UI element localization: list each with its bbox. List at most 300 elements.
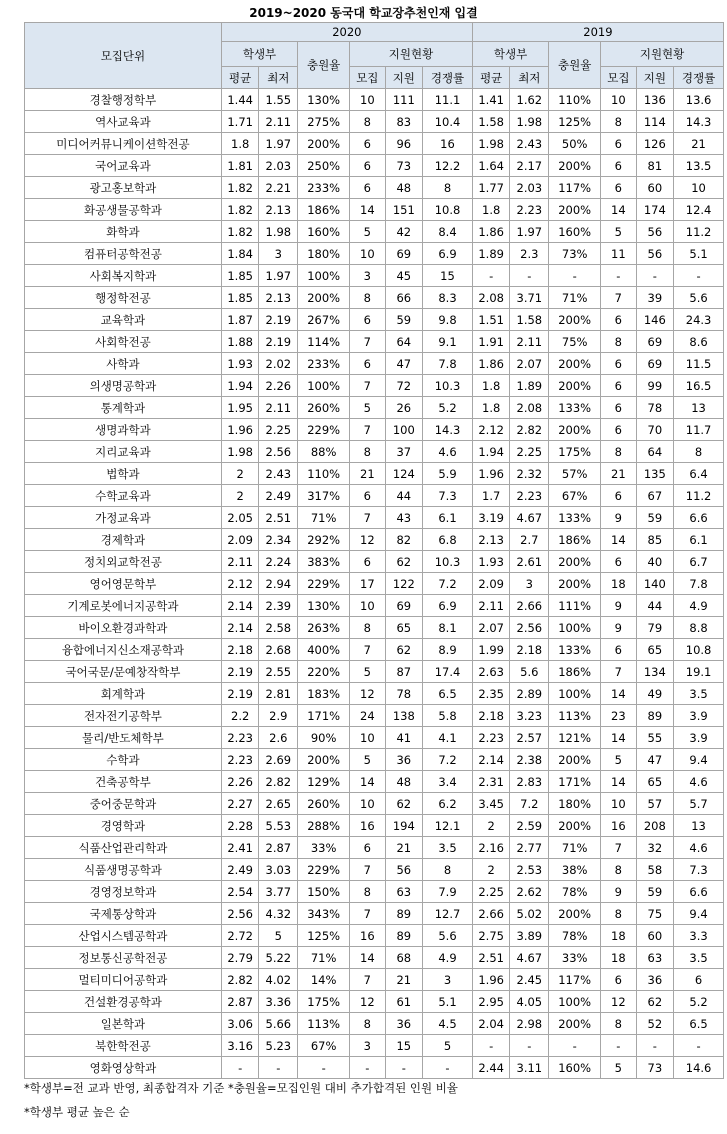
- cell-applied-2019: 58: [636, 859, 674, 881]
- cell-competition-2019: 10.8: [674, 639, 724, 661]
- table-row: [25, 243, 724, 265]
- cell-competition-2019: 3.3: [674, 925, 724, 947]
- cell-quota-2019: 23: [601, 705, 636, 727]
- cell-applied-2019: 69: [636, 331, 674, 353]
- cell-avg-2020: -: [221, 1057, 259, 1079]
- cell-applied-2020: 111: [385, 89, 423, 111]
- cell-applied-2020: 61: [385, 991, 423, 1013]
- cell-min-2019: 2.11: [510, 331, 549, 353]
- cell-unit: 경찰행정학부: [25, 89, 222, 111]
- cell-avg-2020: 1.84: [221, 243, 259, 265]
- cell-quota-2019: 6: [601, 133, 636, 155]
- cell-applied-2019: 40: [636, 551, 674, 573]
- cell-competition-2020: 6.9: [423, 595, 473, 617]
- table-row: [25, 507, 724, 529]
- cell-fill-rate-2020: 400%: [298, 639, 350, 661]
- cell-unit: 컴퓨터공학전공: [25, 243, 222, 265]
- table-row: [25, 551, 724, 573]
- cell-min-2019: 2.18: [510, 639, 549, 661]
- cell-min-2019: -: [510, 265, 549, 287]
- cell-avg-2020: 3.06: [221, 1013, 259, 1035]
- cell-quota-2020: 5: [350, 397, 385, 419]
- cell-quota-2020: 10: [350, 595, 385, 617]
- table-row: [25, 463, 724, 485]
- cell-quota-2019: 6: [601, 155, 636, 177]
- cell-quota-2020: 8: [350, 881, 385, 903]
- cell-min-2020: 2.94: [259, 573, 298, 595]
- cell-competition-2019: 13.5: [674, 155, 724, 177]
- cell-applied-2020: 151: [385, 199, 423, 221]
- cell-avg-2020: 2.87: [221, 991, 259, 1013]
- cell-unit: 생명과학과: [25, 419, 222, 441]
- cell-quota-2020: 16: [350, 815, 385, 837]
- cell-min-2020: 1.97: [259, 265, 298, 287]
- cell-fill-rate-2020: 200%: [298, 749, 350, 771]
- cell-applied-2019: 47: [636, 749, 674, 771]
- cell-competition-2020: 7.2: [423, 573, 473, 595]
- cell-quota-2019: 14: [601, 529, 636, 551]
- cell-applied-2019: 59: [636, 507, 674, 529]
- cell-unit: 영어영문학부: [25, 573, 222, 595]
- cell-avg-2019: 2.75: [472, 925, 510, 947]
- cell-fill-rate-2019: -: [549, 265, 601, 287]
- cell-competition-2019: 9.4: [674, 903, 724, 925]
- cell-applied-2019: 65: [636, 771, 674, 793]
- cell-unit: 식품산업관리학과: [25, 837, 222, 859]
- table-row: [25, 485, 724, 507]
- cell-fill-rate-2020: 263%: [298, 617, 350, 639]
- cell-avg-2019: -: [472, 265, 510, 287]
- cell-applied-2020: 48: [385, 771, 423, 793]
- cell-fill-rate-2020: 343%: [298, 903, 350, 925]
- cell-quota-2020: 7: [350, 859, 385, 881]
- cell-quota-2020: 10: [350, 727, 385, 749]
- cell-quota-2019: 9: [601, 881, 636, 903]
- cell-quota-2019: 6: [601, 309, 636, 331]
- cell-min-2019: 7.2: [510, 793, 549, 815]
- cell-fill-rate-2019: 160%: [549, 1057, 601, 1079]
- header-fill-rate-2019: 충원율: [549, 42, 601, 89]
- cell-fill-rate-2020: 150%: [298, 881, 350, 903]
- cell-min-2019: 2.08: [510, 397, 549, 419]
- cell-min-2019: 2.83: [510, 771, 549, 793]
- cell-min-2020: 4.32: [259, 903, 298, 925]
- cell-applied-2019: 57: [636, 793, 674, 815]
- cell-competition-2020: 6.8: [423, 529, 473, 551]
- cell-fill-rate-2020: 200%: [298, 133, 350, 155]
- cell-quota-2019: 9: [601, 617, 636, 639]
- header-applied-2019: 지원: [636, 67, 674, 89]
- table-row: [25, 727, 724, 749]
- footnote-definitions: *학생부=전 교과 반영, 최종합격자 기준 *충원율=모집인원 대비 추가합격된 인원 비율: [24, 1081, 458, 1095]
- table-row: [25, 925, 724, 947]
- cell-min-2019: 5.6: [510, 661, 549, 683]
- cell-quota-2020: 17: [350, 573, 385, 595]
- cell-fill-rate-2020: 71%: [298, 947, 350, 969]
- cell-applied-2020: 62: [385, 639, 423, 661]
- cell-fill-rate-2019: 78%: [549, 881, 601, 903]
- table-row: [25, 749, 724, 771]
- cell-min-2019: 2.82: [510, 419, 549, 441]
- cell-avg-2019: 2.09: [472, 573, 510, 595]
- header-applicants-2019: 지원현황: [601, 42, 724, 67]
- cell-fill-rate-2020: 317%: [298, 485, 350, 507]
- cell-applied-2020: 138: [385, 705, 423, 727]
- cell-competition-2019: 4.6: [674, 837, 724, 859]
- cell-avg-2020: 1.98: [221, 441, 259, 463]
- cell-applied-2019: 67: [636, 485, 674, 507]
- header-min-2020: 최저: [259, 67, 298, 89]
- cell-competition-2019: 6.1: [674, 529, 724, 551]
- cell-avg-2020: 1.71: [221, 111, 259, 133]
- cell-avg-2019: -: [472, 1035, 510, 1057]
- table-row: [25, 573, 724, 595]
- cell-quota-2020: 7: [350, 903, 385, 925]
- table-body: [25, 89, 724, 1079]
- cell-competition-2020: 10.4: [423, 111, 473, 133]
- cell-competition-2019: 24.3: [674, 309, 724, 331]
- cell-min-2020: 2.21: [259, 177, 298, 199]
- table-row: [25, 133, 724, 155]
- cell-applied-2020: 21: [385, 837, 423, 859]
- cell-competition-2020: 15: [423, 265, 473, 287]
- cell-applied-2020: 89: [385, 925, 423, 947]
- cell-applied-2020: 64: [385, 331, 423, 353]
- cell-avg-2019: 1.77: [472, 177, 510, 199]
- cell-competition-2019: 5.2: [674, 991, 724, 1013]
- cell-applied-2019: 78: [636, 397, 674, 419]
- cell-min-2020: 5.22: [259, 947, 298, 969]
- cell-min-2020: 2.9: [259, 705, 298, 727]
- cell-applied-2020: 78: [385, 683, 423, 705]
- cell-avg-2019: 1.41: [472, 89, 510, 111]
- cell-min-2019: 2.53: [510, 859, 549, 881]
- cell-fill-rate-2019: 200%: [549, 419, 601, 441]
- cell-competition-2019: 7.8: [674, 573, 724, 595]
- cell-min-2019: 2.89: [510, 683, 549, 705]
- cell-unit: 사회학전공: [25, 331, 222, 353]
- cell-fill-rate-2020: 250%: [298, 155, 350, 177]
- cell-competition-2019: 6: [674, 969, 724, 991]
- cell-competition-2020: 8.9: [423, 639, 473, 661]
- cell-min-2020: 5: [259, 925, 298, 947]
- cell-competition-2019: 5.1: [674, 243, 724, 265]
- cell-quota-2020: 16: [350, 925, 385, 947]
- cell-competition-2020: 6.2: [423, 793, 473, 815]
- cell-applied-2020: 65: [385, 617, 423, 639]
- cell-fill-rate-2020: 180%: [298, 243, 350, 265]
- cell-avg-2019: 2.31: [472, 771, 510, 793]
- cell-competition-2019: 8.8: [674, 617, 724, 639]
- table-row: [25, 419, 724, 441]
- cell-avg-2019: 2.23: [472, 727, 510, 749]
- cell-applied-2019: 73: [636, 1057, 674, 1079]
- cell-applied-2020: 122: [385, 573, 423, 595]
- cell-fill-rate-2019: 133%: [549, 397, 601, 419]
- cell-unit: 건설환경공학과: [25, 991, 222, 1013]
- cell-quota-2019: 8: [601, 111, 636, 133]
- cell-min-2019: 2.38: [510, 749, 549, 771]
- cell-min-2019: 2.43: [510, 133, 549, 155]
- cell-competition-2019: 4.9: [674, 595, 724, 617]
- cell-unit: 멀티미디어공학과: [25, 969, 222, 991]
- cell-competition-2020: 8.1: [423, 617, 473, 639]
- cell-fill-rate-2019: 186%: [549, 529, 601, 551]
- table-row: [25, 881, 724, 903]
- cell-competition-2019: 3.9: [674, 705, 724, 727]
- table-row: [25, 947, 724, 969]
- cell-applied-2019: 146: [636, 309, 674, 331]
- cell-avg-2020: 2.41: [221, 837, 259, 859]
- cell-unit: 경영학과: [25, 815, 222, 837]
- header-min-2019: 최저: [510, 67, 549, 89]
- cell-applied-2019: 69: [636, 353, 674, 375]
- cell-avg-2019: 1.89: [472, 243, 510, 265]
- cell-avg-2019: 2.14: [472, 749, 510, 771]
- cell-avg-2020: 1.81: [221, 155, 259, 177]
- cell-min-2020: 3.36: [259, 991, 298, 1013]
- cell-unit: 통계학과: [25, 397, 222, 419]
- cell-fill-rate-2019: 200%: [549, 903, 601, 925]
- table-row: [25, 111, 724, 133]
- cell-avg-2019: 2.95: [472, 991, 510, 1013]
- cell-fill-rate-2020: 233%: [298, 353, 350, 375]
- table-row: [25, 397, 724, 419]
- cell-fill-rate-2019: 100%: [549, 617, 601, 639]
- cell-fill-rate-2019: 133%: [549, 639, 601, 661]
- cell-min-2019: 3.23: [510, 705, 549, 727]
- cell-avg-2020: 1.82: [221, 221, 259, 243]
- table-header: [25, 23, 724, 89]
- cell-applied-2020: 89: [385, 903, 423, 925]
- cell-applied-2020: 62: [385, 793, 423, 815]
- cell-quota-2020: 8: [350, 1013, 385, 1035]
- cell-min-2020: 2.11: [259, 111, 298, 133]
- cell-unit: 기계로봇에너지공학과: [25, 595, 222, 617]
- cell-fill-rate-2019: 38%: [549, 859, 601, 881]
- cell-applied-2019: 114: [636, 111, 674, 133]
- cell-avg-2019: 1.8: [472, 397, 510, 419]
- cell-avg-2020: 1.88: [221, 331, 259, 353]
- cell-min-2020: 2.24: [259, 551, 298, 573]
- header-applied-2020: 지원: [385, 67, 423, 89]
- cell-applied-2019: 99: [636, 375, 674, 397]
- cell-competition-2020: 8.4: [423, 221, 473, 243]
- cell-min-2020: 2.51: [259, 507, 298, 529]
- cell-avg-2020: 2: [221, 463, 259, 485]
- cell-fill-rate-2020: 100%: [298, 265, 350, 287]
- header-gpa-2020: 학생부: [221, 42, 297, 67]
- cell-unit: 경제학과: [25, 529, 222, 551]
- cell-applied-2019: 64: [636, 441, 674, 463]
- cell-quota-2019: 7: [601, 287, 636, 309]
- table-row: [25, 529, 724, 551]
- cell-min-2020: 2.87: [259, 837, 298, 859]
- cell-competition-2020: 8: [423, 177, 473, 199]
- table-row: [25, 309, 724, 331]
- cell-quota-2019: 10: [601, 793, 636, 815]
- cell-min-2020: 2.39: [259, 595, 298, 617]
- cell-competition-2019: -: [674, 265, 724, 287]
- cell-avg-2020: 2.23: [221, 727, 259, 749]
- cell-avg-2020: 2.14: [221, 617, 259, 639]
- cell-competition-2019: 6.6: [674, 507, 724, 529]
- cell-avg-2019: 1.99: [472, 639, 510, 661]
- cell-avg-2019: 2.04: [472, 1013, 510, 1035]
- cell-competition-2019: 14.6: [674, 1057, 724, 1079]
- cell-avg-2019: 2.16: [472, 837, 510, 859]
- cell-fill-rate-2019: 133%: [549, 507, 601, 529]
- table-row: [25, 89, 724, 111]
- cell-min-2019: 2.98: [510, 1013, 549, 1035]
- header-unit: 모집단위: [25, 23, 222, 89]
- table-row: [25, 639, 724, 661]
- cell-fill-rate-2020: 292%: [298, 529, 350, 551]
- cell-avg-2020: 2.11: [221, 551, 259, 573]
- cell-unit: 광고홍보학과: [25, 177, 222, 199]
- table-row: [25, 1013, 724, 1035]
- cell-competition-2019: 19.1: [674, 661, 724, 683]
- cell-avg-2020: 1.95: [221, 397, 259, 419]
- cell-applied-2019: 126: [636, 133, 674, 155]
- cell-competition-2020: 4.5: [423, 1013, 473, 1035]
- cell-avg-2019: 2.66: [472, 903, 510, 925]
- cell-unit: 행정학전공: [25, 287, 222, 309]
- table-row: [25, 683, 724, 705]
- cell-competition-2019: 3.5: [674, 947, 724, 969]
- cell-competition-2019: 6.4: [674, 463, 724, 485]
- cell-avg-2019: 1.51: [472, 309, 510, 331]
- cell-min-2020: 2.19: [259, 331, 298, 353]
- cell-min-2020: 3.77: [259, 881, 298, 903]
- cell-avg-2019: 1.94: [472, 441, 510, 463]
- cell-quota-2019: 10: [601, 89, 636, 111]
- cell-quota-2020: 6: [350, 551, 385, 573]
- cell-fill-rate-2019: 75%: [549, 331, 601, 353]
- cell-avg-2019: 1.96: [472, 463, 510, 485]
- cell-avg-2020: 2.19: [221, 683, 259, 705]
- cell-applied-2020: 44: [385, 485, 423, 507]
- table-row: [25, 441, 724, 463]
- cell-avg-2020: 1.87: [221, 309, 259, 331]
- cell-min-2019: 2.57: [510, 727, 549, 749]
- cell-fill-rate-2019: 71%: [549, 287, 601, 309]
- cell-quota-2019: 8: [601, 903, 636, 925]
- cell-competition-2020: 3.4: [423, 771, 473, 793]
- cell-applied-2020: 82: [385, 529, 423, 551]
- cell-fill-rate-2020: 220%: [298, 661, 350, 683]
- table-row: [25, 815, 724, 837]
- cell-competition-2020: 7.3: [423, 485, 473, 507]
- cell-quota-2019: 6: [601, 177, 636, 199]
- cell-min-2019: 2.62: [510, 881, 549, 903]
- header-avg-2019: 평균: [472, 67, 510, 89]
- cell-min-2020: 4.02: [259, 969, 298, 991]
- cell-min-2020: 5.53: [259, 815, 298, 837]
- cell-min-2019: 2.61: [510, 551, 549, 573]
- cell-applied-2020: 73: [385, 155, 423, 177]
- cell-applied-2020: 124: [385, 463, 423, 485]
- cell-fill-rate-2019: 100%: [549, 991, 601, 1013]
- cell-fill-rate-2020: 186%: [298, 199, 350, 221]
- cell-applied-2020: 62: [385, 551, 423, 573]
- cell-quota-2020: 8: [350, 111, 385, 133]
- cell-fill-rate-2020: 110%: [298, 463, 350, 485]
- cell-applied-2020: 83: [385, 111, 423, 133]
- cell-fill-rate-2019: 200%: [549, 353, 601, 375]
- cell-competition-2019: 13.6: [674, 89, 724, 111]
- cell-quota-2020: 10: [350, 243, 385, 265]
- cell-min-2019: 1.89: [510, 375, 549, 397]
- cell-applied-2020: 66: [385, 287, 423, 309]
- cell-min-2019: 4.05: [510, 991, 549, 1013]
- cell-applied-2019: 136: [636, 89, 674, 111]
- cell-applied-2020: 45: [385, 265, 423, 287]
- cell-min-2019: 1.58: [510, 309, 549, 331]
- cell-quota-2019: 6: [601, 397, 636, 419]
- cell-fill-rate-2020: -: [298, 1057, 350, 1079]
- cell-quota-2020: 14: [350, 771, 385, 793]
- cell-avg-2019: 2: [472, 815, 510, 837]
- cell-unit: 영화영상학과: [25, 1057, 222, 1079]
- cell-applied-2019: 208: [636, 815, 674, 837]
- cell-avg-2020: 1.8: [221, 133, 259, 155]
- cell-applied-2020: 42: [385, 221, 423, 243]
- cell-avg-2020: 2.54: [221, 881, 259, 903]
- table-row: [25, 287, 724, 309]
- table-row: [25, 595, 724, 617]
- cell-quota-2019: 7: [601, 661, 636, 683]
- cell-fill-rate-2020: 90%: [298, 727, 350, 749]
- cell-quota-2019: 8: [601, 1013, 636, 1035]
- cell-fill-rate-2020: 288%: [298, 815, 350, 837]
- cell-avg-2019: 2.44: [472, 1057, 510, 1079]
- cell-fill-rate-2019: 160%: [549, 221, 601, 243]
- cell-fill-rate-2019: 200%: [549, 375, 601, 397]
- cell-quota-2020: 8: [350, 617, 385, 639]
- cell-quota-2020: 5: [350, 661, 385, 683]
- cell-unit: 가정교육과: [25, 507, 222, 529]
- table-row: [25, 969, 724, 991]
- cell-min-2019: 3.11: [510, 1057, 549, 1079]
- cell-min-2019: 2.23: [510, 199, 549, 221]
- cell-competition-2019: 6.7: [674, 551, 724, 573]
- cell-fill-rate-2020: 129%: [298, 771, 350, 793]
- cell-unit: 법학과: [25, 463, 222, 485]
- table-row: [25, 903, 724, 925]
- cell-min-2019: 2.25: [510, 441, 549, 463]
- cell-applied-2020: 43: [385, 507, 423, 529]
- cell-competition-2019: 10: [674, 177, 724, 199]
- cell-fill-rate-2020: 14%: [298, 969, 350, 991]
- cell-quota-2020: 14: [350, 947, 385, 969]
- cell-avg-2019: 1.8: [472, 375, 510, 397]
- cell-fill-rate-2020: 125%: [298, 925, 350, 947]
- cell-applied-2020: 63: [385, 881, 423, 903]
- cell-competition-2020: 6.5: [423, 683, 473, 705]
- cell-min-2020: 3.03: [259, 859, 298, 881]
- cell-competition-2019: 13: [674, 815, 724, 837]
- cell-min-2020: 1.55: [259, 89, 298, 111]
- cell-applied-2019: 174: [636, 199, 674, 221]
- cell-quota-2019: -: [601, 265, 636, 287]
- cell-applied-2020: 72: [385, 375, 423, 397]
- cell-fill-rate-2019: 110%: [549, 89, 601, 111]
- cell-fill-rate-2019: 117%: [549, 177, 601, 199]
- cell-fill-rate-2019: 200%: [549, 199, 601, 221]
- cell-fill-rate-2020: 130%: [298, 595, 350, 617]
- cell-quota-2019: 18: [601, 925, 636, 947]
